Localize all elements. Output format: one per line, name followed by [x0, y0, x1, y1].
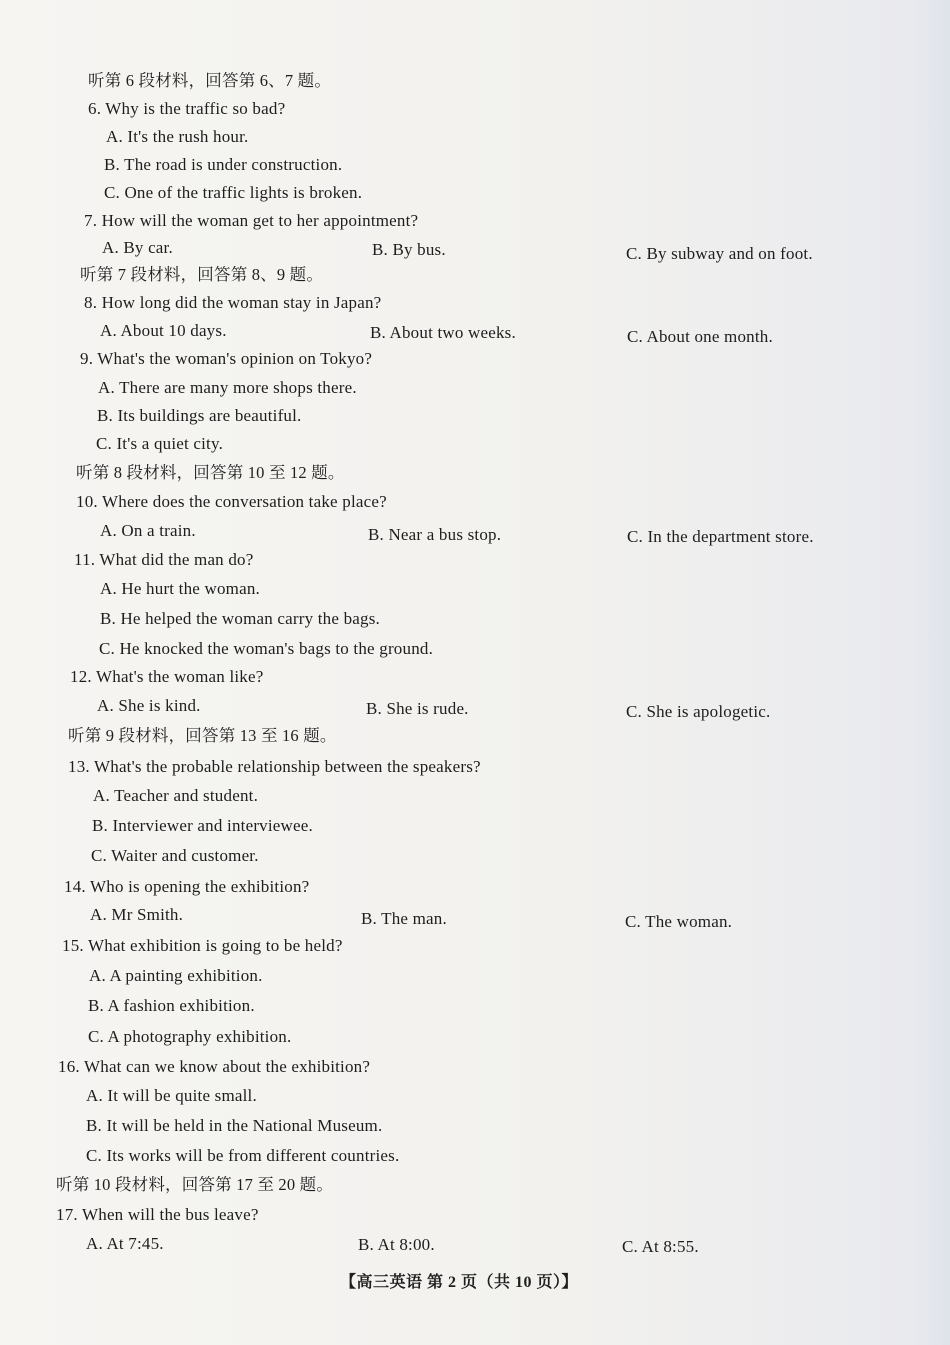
section-heading: 听第 6 段材料，回答第 6、7 题。: [88, 71, 332, 90]
section-heading: 听第 8 段材料，回答第 10 至 12 题。: [76, 463, 345, 482]
option-a: A. He hurt the woman.: [100, 579, 260, 598]
question-stem: 10. Where does the conversation take place?: [76, 492, 387, 511]
option-b: B. He helped the woman carry the bags.: [100, 609, 380, 628]
option-b: B. Its buildings are beautiful.: [97, 406, 302, 425]
option-a: A. At 7:45.: [86, 1234, 164, 1253]
option-b: B. The road is under construction.: [104, 155, 343, 174]
option-c: C. The woman.: [625, 912, 733, 931]
question-stem: 7. How will the woman get to her appointment?: [84, 211, 419, 230]
option-b: B. She is rude.: [366, 699, 469, 718]
option-c: C. A photography exhibition.: [88, 1027, 292, 1046]
option-b: B. By bus.: [372, 240, 446, 259]
question-stem: 14. Who is opening the exhibition?: [64, 877, 310, 896]
option-b: B. The man.: [361, 909, 447, 928]
question-stem: 11. What did the man do?: [74, 550, 254, 569]
option-b: B. About two weeks.: [370, 323, 516, 342]
option-a: A. About 10 days.: [100, 321, 227, 340]
option-b: B. It will be held in the National Museum.: [86, 1116, 383, 1135]
question-stem: 12. What's the woman like?: [70, 667, 264, 686]
option-b: B. Interviewer and interviewee.: [92, 816, 313, 835]
question-stem: 8. How long did the woman stay in Japan?: [84, 293, 382, 312]
option-c: C. About one month.: [627, 327, 773, 346]
option-c: C. She is apologetic.: [626, 702, 771, 721]
option-c: C. It's a quiet city.: [96, 434, 224, 453]
question-stem: 15. What exhibition is going to be held?: [62, 936, 343, 955]
option-a: A. She is kind.: [97, 696, 201, 715]
question-stem: 9. What's the woman's opinion on Tokyo?: [80, 349, 373, 368]
option-a: A. By car.: [102, 238, 173, 257]
option-c: C. By subway and on foot.: [626, 244, 813, 263]
section-heading: 听第 7 段材料，回答第 8、9 题。: [80, 265, 324, 284]
option-a: A. There are many more shops there.: [98, 378, 357, 397]
page-footer: 【高三英语 第 2 页（共 10 页）】: [340, 1274, 579, 1291]
option-a: A. Mr Smith.: [90, 905, 184, 924]
option-b: B. A fashion exhibition.: [88, 996, 255, 1015]
question-stem: 6. Why is the traffic so bad?: [88, 99, 286, 118]
option-c: C. One of the traffic lights is broken.: [104, 183, 363, 202]
option-c: C. In the department store.: [627, 527, 814, 546]
question-stem: 17. When will the bus leave?: [56, 1205, 259, 1224]
option-c: C. At 8:55.: [622, 1237, 699, 1256]
question-stem: 13. What's the probable relationship between the speakers?: [68, 757, 481, 776]
option-b: B. At 8:00.: [358, 1235, 435, 1254]
option-b: B. Near a bus stop.: [368, 525, 502, 544]
option-c: C. He knocked the woman's bags to the ground.: [99, 639, 434, 658]
option-c: C. Its works will be from different countries.: [86, 1146, 400, 1165]
option-a: A. On a train.: [100, 521, 196, 540]
option-a: A. It will be quite small.: [86, 1086, 257, 1105]
section-heading: 听第 9 段材料，回答第 13 至 16 题。: [68, 726, 337, 745]
option-a: A. Teacher and student.: [93, 786, 259, 805]
option-a: A. A painting exhibition.: [89, 966, 263, 985]
question-stem: 16. What can we know about the exhibition?: [58, 1057, 371, 1076]
option-c: C. Waiter and customer.: [91, 846, 259, 865]
option-a: A. It's the rush hour.: [106, 127, 249, 146]
section-heading: 听第 10 段材料，回答第 17 至 20 题。: [56, 1175, 334, 1194]
